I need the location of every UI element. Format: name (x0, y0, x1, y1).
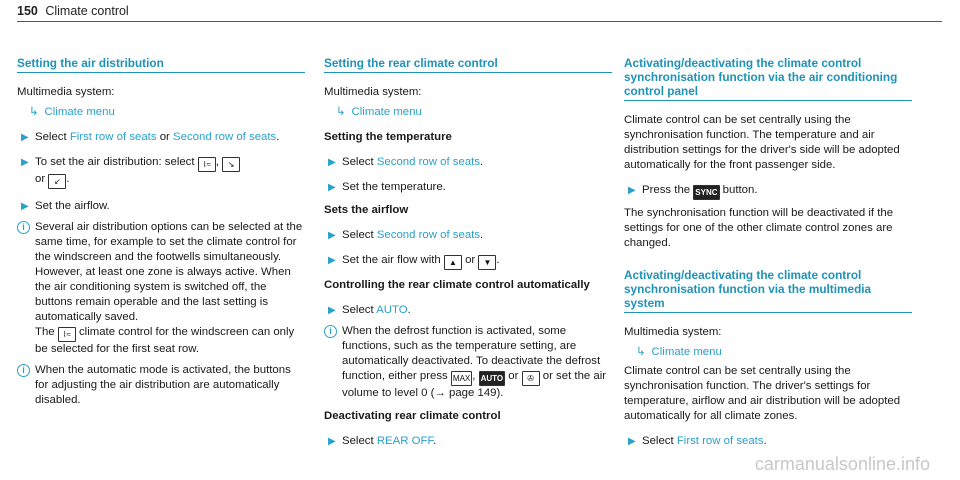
note-text: climate control for the windscreen can only be selected for the first seat row. (35, 326, 295, 355)
info-note (17, 363, 305, 408)
step-text: Select (642, 435, 677, 447)
step-text: . (496, 254, 500, 266)
step-text: Select (342, 156, 377, 168)
first-row-link[interactable]: First row of seats (69, 131, 157, 143)
step-text: . (276, 131, 280, 143)
climate-menu-link[interactable]: Climate menu (651, 346, 722, 358)
arrow-right-icon: ▶ (21, 132, 29, 143)
page-number: 150 (17, 4, 38, 18)
section-title-air-distribution: Setting the air distribution (17, 56, 305, 73)
watermark: carmanualsonline.info (754, 454, 930, 474)
info-note (17, 220, 305, 357)
windscreen-button-icon: ⌇≈ (198, 157, 216, 172)
climate-menu-link[interactable]: Climate menu (351, 106, 422, 118)
step-text: Set the air flow with (342, 254, 444, 266)
note-text: When the defrost function is activated, some functions, such as the temperature setting, are automatically deactivated. To deactivate the defrost function, either press (342, 325, 601, 382)
up-button-icon: ▲ (444, 255, 462, 270)
arrow-right-icon: ▶ (328, 230, 336, 241)
step-text: Select (35, 131, 70, 143)
second-row-link[interactable]: Second row of seats (376, 229, 481, 241)
page-header (17, 4, 129, 19)
step-set-airflow (324, 253, 612, 270)
second-row-link[interactable]: Second row of seats (376, 156, 481, 168)
return-arrow-icon: ↳ (636, 346, 646, 358)
max-defrost-button-icon: MAX (451, 371, 472, 386)
step-text: Select (342, 435, 377, 447)
note-text: When the automatic mode is activated, the buttons for adjusting the air distribution are automatically disabled. (35, 364, 291, 406)
column-air-distribution (17, 56, 305, 414)
step-text: , (215, 156, 223, 168)
step-select-second-row (324, 155, 612, 170)
return-arrow-icon: ↳ (29, 106, 39, 118)
nav-path (17, 105, 305, 120)
rear-off-link[interactable]: REAR OFF (376, 435, 434, 447)
step-press-sync (624, 183, 912, 200)
step-text: Press the (642, 184, 694, 196)
arrow-right-icon: ▶ (328, 182, 336, 193)
arrow-right-icon: ▶ (21, 201, 29, 212)
step-text: . (480, 229, 484, 241)
windscreen-button-icon: ⌇≈ (58, 327, 76, 342)
subheading-temperature: Setting the temperature (324, 131, 452, 143)
info-icon: i (17, 221, 30, 234)
arrow-right-icon: ▶ (628, 185, 636, 196)
nav-label: Multimedia system: (324, 86, 422, 98)
step-text: Set the temperature. (342, 181, 446, 193)
note-text: or (505, 370, 522, 382)
section-title-sync-panel: Activating/deactivating the climate control synchronisation function via the air conditioning control panel (624, 56, 912, 101)
page-reference[interactable]: → page 149 (434, 387, 497, 399)
footwell-button-icon: ↙ (48, 174, 66, 189)
return-arrow-icon: ↳ (336, 106, 346, 118)
nav-path (324, 105, 612, 120)
paragraph: Climate control can be set centrally using the synchronisation function. The temperature and air distribution settings for the driver's side will be adopted automatically for the front passenger side. (624, 114, 900, 171)
step-text: button. (719, 184, 758, 196)
header-divider (17, 21, 942, 22)
section-title-rear-climate: Setting the rear climate control (324, 56, 612, 73)
section-title-sync-multimedia: Activating/deactivating the climate control synchronisation function via the multimedia system (624, 268, 912, 313)
step-text: or (461, 254, 479, 266)
down-button-icon: ▼ (478, 255, 496, 270)
column-rear-climate (324, 56, 612, 455)
step-air-distribution (17, 155, 305, 189)
step-text: Select (342, 229, 377, 241)
arrow-right-icon: ▶ (328, 305, 336, 316)
step-select-first-row (624, 434, 912, 449)
auto-link[interactable]: AUTO (376, 304, 408, 316)
step-text: Select (342, 304, 377, 316)
step-text: or (156, 131, 174, 143)
subheading-deactivate: Deactivating rear climate control (324, 410, 501, 422)
fan-button-icon: ✇ (522, 371, 540, 386)
step-set-temperature (324, 180, 612, 195)
column-sync (624, 56, 912, 455)
step-text: . (763, 435, 767, 447)
nav-label: Multimedia system: (17, 86, 115, 98)
page-section-title: Climate control (45, 4, 129, 18)
step-select-row (17, 130, 305, 145)
step-text: Set the airflow. (35, 200, 110, 212)
note-text: The (35, 326, 58, 338)
vent-button-icon: ↘ (222, 157, 240, 172)
info-icon: i (17, 364, 30, 377)
step-select-auto (324, 303, 612, 318)
note-text: Several air distribution options can be selected at the same time, for example to set the climate control for the windscreen and the footwells simultaneously. However, at least one zone is always active. When the air conditioning system is switched off, the buttons remain operable and the last setting is automatically saved. (35, 221, 303, 323)
step-select-second-row (324, 228, 612, 243)
arrow-right-icon: ▶ (328, 436, 336, 447)
step-text: . (480, 156, 484, 168)
step-text: or (35, 173, 49, 185)
step-text: . (433, 435, 437, 447)
note-text: or set the air volume to level 0 ( (342, 370, 607, 399)
second-row-link[interactable]: Second row of seats (173, 131, 277, 143)
subheading-airflow: Sets the airflow (324, 204, 409, 216)
paragraph: Climate control can be set centrally using the synchronisation function. The driver's settings for temperature, airflow and air distribution will be adopted automatically for all climate zones. (624, 365, 901, 422)
step-set-airflow (17, 199, 305, 214)
step-text: . (66, 173, 70, 185)
paragraph: The synchronisation function will be deactivated if the settings for one of the other climate control zones are changed. (624, 207, 894, 249)
arrow-right-icon: ▶ (328, 255, 336, 266)
climate-menu-link[interactable]: Climate menu (44, 106, 115, 118)
subheading-auto: Controlling the rear climate control automatically (324, 279, 590, 291)
step-text: To set the air distribution: select (35, 156, 198, 168)
arrow-right-icon: ▶ (21, 157, 29, 168)
sync-button-icon: SYNC (693, 185, 719, 200)
step-select-rear-off (324, 434, 612, 449)
auto-button-icon: AUTO (479, 371, 506, 386)
info-note: i When the defrost function is activated, some functions, such as the temperature setting, are automatically deactivated. To deactivate the defrost function, either press MAX , AUTO or ✇ or set the air volume to level 0 (→ page 149). (324, 324, 612, 401)
arrow-right-icon: ▶ (628, 436, 636, 447)
nav-path (624, 345, 912, 360)
arrow-right-icon: ▶ (328, 157, 336, 168)
nav-label: Multimedia system: (624, 326, 722, 338)
step-text: . (407, 304, 411, 316)
first-row-link[interactable]: First row of seats (676, 435, 764, 447)
info-icon: i (324, 325, 337, 338)
note-text: ). (496, 387, 504, 399)
